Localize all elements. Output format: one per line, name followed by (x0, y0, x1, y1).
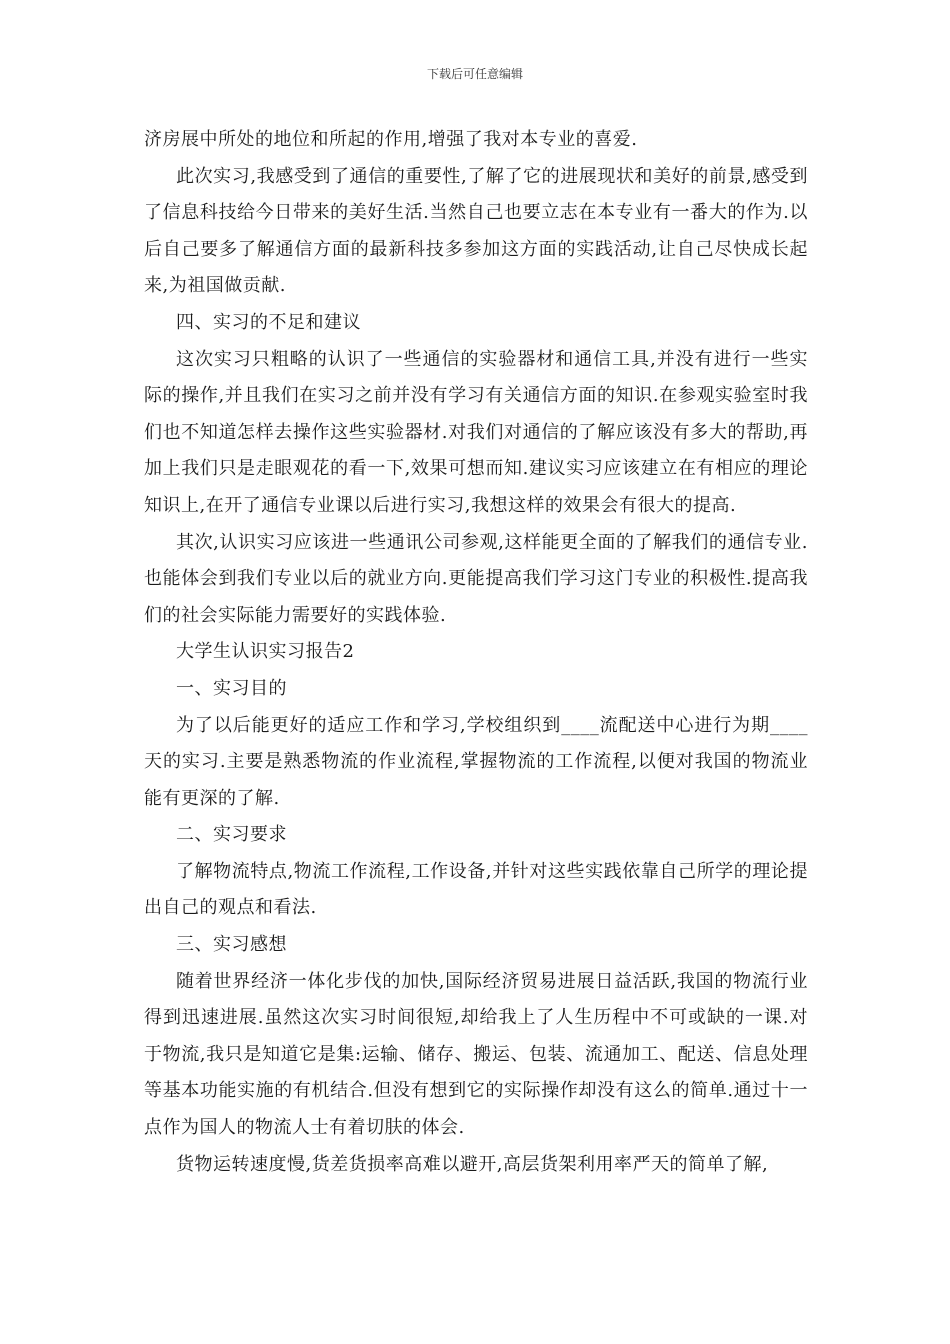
paragraph: 一、实习目的 (176, 677, 287, 699)
paragraph: 四、实习的不足和建议 (176, 311, 361, 333)
paragraph: 了解物流特点,物流工作流程,工作设备,并针对这些实践依靠自己所学的理论提出自己的观点和看法. (144, 860, 808, 919)
paragraph: 大学生认识实习报告2 (176, 641, 355, 663)
page-header: 下载后可任意编辑 (426, 67, 523, 81)
paragraph: 二、实习要求 (176, 824, 287, 846)
paragraph: 随着世界经济一体化步伐的加快,国际经济贸易进展日益活跃,我国的物流行业得到迅速进展.虽然这次实习时间很短,却给我上了人生历程中不可或缺的一课.对于物流,我只是知道它是集:运输、储存、搬运、包装、流通加工、配送、信息处理等基本功能实施的有机结合.但没有想到它的实际操作却没有这么的简单.通过十一点作为国人的物流人士有着切肤的体会. (144, 970, 808, 1139)
paragraph: 三、实习感想 (176, 934, 287, 956)
paragraph: 此次实习,我感受到了通信的重要性,了解了它的进展现状和美好的前景,感受到了信息科技给今日带来的美好生活.当然自己也要立志在本专业有一番大的作为.以后自己要多了解通信方面的最新科技多参加这方面的实践活动,让自己尽快成长起来,为祖国做贡献. (144, 165, 808, 297)
paragraph: 这次实习只粗略的认识了一些通信的实验器材和通信工具,并没有进行一些实际的操作,并且我们在实习之前并没有学习有关通信方面的知识.在参观实验室时我们也不知道怎样去操作这些实验器材.对我们对通信的了解应该没有多大的帮助,再加上我们只是走眼观花的看一下,效果可想而知.建议实习应该建立在有相应的理论知识上,在开了通信专业课以后进行实习,我想这样的效果会有很大的提高. (144, 348, 808, 516)
paragraph: 货物运转速度慢,货差货损率高难以避开,高层货架利用率严天的简单了解, (176, 1153, 769, 1175)
paragraph: 为了以后能更好的适应工作和学习,学校组织到____流配送中心进行为期____天的实习.主要是熟悉物流的作业流程,掌握物流的工作流程,以便对我国的物流业能有更深的了解. (144, 714, 808, 809)
paragraph: 济房展中所处的地位和所起的作用,增强了我对本专业的喜爱. (144, 129, 638, 150)
document-body (144, 122, 808, 1183)
paragraph: 其次,认识实习应该进一些通讯公司参观,这样能更全面的了解我们的通信专业.也能体会到我们专业以后的就业方向.更能提高我们学习这门专业的积极性.提高我们的社会实际能力需要好的实践体验. (144, 531, 808, 626)
